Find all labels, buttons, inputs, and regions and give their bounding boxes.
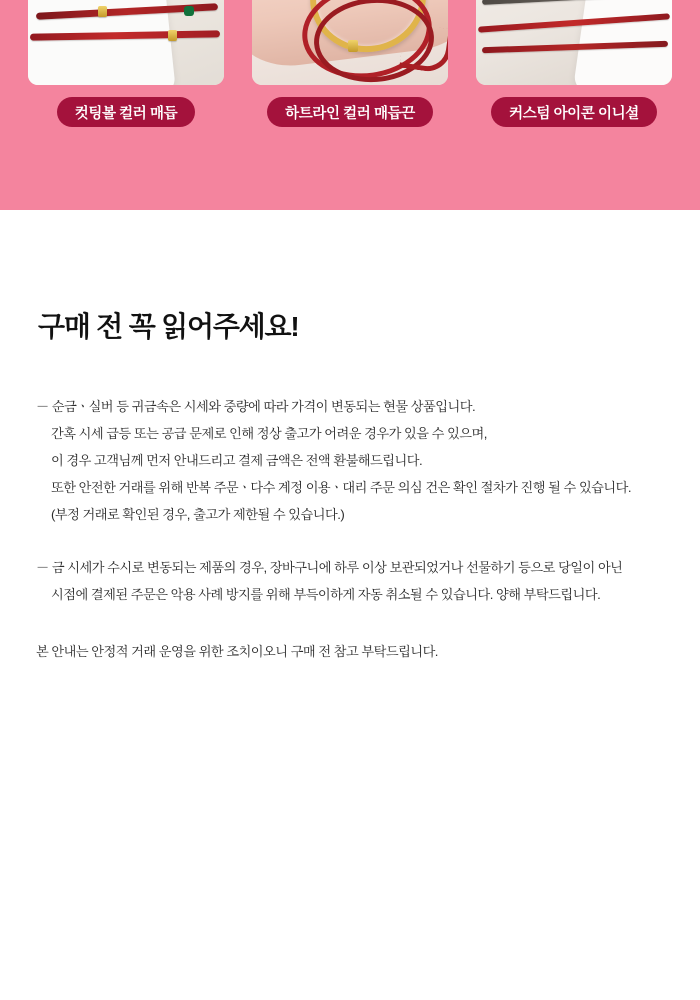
- heartline-color-knot-cord-image[interactable]: [252, 0, 448, 85]
- custom-icon-initial-image[interactable]: [476, 0, 672, 85]
- notice-line: － 순금ㆍ실버 등 귀금속은 시세와 중량에 따라 가격이 변동되는 현물 상품입니다.: [36, 399, 476, 414]
- promo-card-caption: 하트라인 컬러 매듭끈: [267, 97, 433, 127]
- notice-line: 이 경우 고객님께 먼저 안내드리고 결제 금액은 전액 환불해드립니다.: [51, 453, 423, 468]
- notice-closing: 본 안내는 안정적 거래 운영을 위한 조치이오니 구매 전 참고 부탁드립니다.: [36, 644, 438, 659]
- purchase-notice-section: [0, 210, 700, 665]
- promo-banner: [0, 0, 700, 210]
- promo-card-caption: 커스텀 아이콘 이니셜: [491, 97, 657, 127]
- notice-line: 간혹 시세 급등 또는 공급 문제로 인해 정상 출고가 어려운 경우가 있을 수 있으며,: [51, 426, 487, 441]
- notice-block: [36, 393, 664, 528]
- page-title: 구매 전 꼭 읽어주세요!: [38, 311, 299, 342]
- notice-line: － 금 시세가 수시로 변동되는 제품의 경우, 장바구니에 하루 이상 보관되었거나 선물하기 등으로 당일이 아닌: [36, 560, 623, 575]
- promo-card-row: [0, 0, 700, 127]
- notice-block: [36, 554, 664, 608]
- promo-card[interactable]: [252, 0, 448, 127]
- cutting-ball-color-knot-image[interactable]: [28, 0, 224, 85]
- promo-card[interactable]: [28, 0, 224, 127]
- notice-line: 시점에 결제된 주문은 악용 사례 방지를 위해 부득이하게 자동 취소될 수 있습니다. 양해 부탁드립니다.: [51, 587, 601, 602]
- promo-card[interactable]: [476, 0, 672, 127]
- notice-line: (부정 거래로 확인된 경우, 출고가 제한될 수 있습니다.): [51, 507, 345, 522]
- notice-line: 또한 안전한 거래를 위해 반복 주문ㆍ다수 계정 이용ㆍ대리 주문 의심 건은 확인 절차가 진행 될 수 있습니다.: [51, 480, 632, 495]
- promo-card-caption: 컷팅볼 컬러 매듭: [57, 97, 196, 127]
